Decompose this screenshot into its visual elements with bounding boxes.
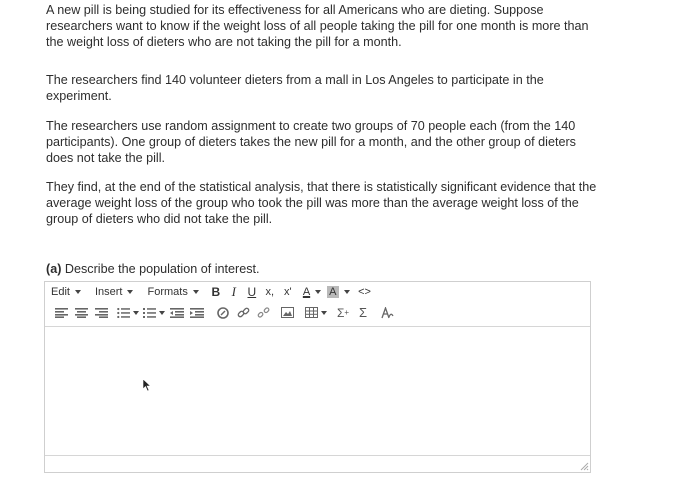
rich-text-editor [44,281,591,473]
indent-icon[interactable] [189,304,205,322]
question-a [46,262,260,276]
image-icon[interactable] [279,304,295,322]
italic-button[interactable]: I [231,283,236,299]
menu-edit-label: Edit [51,285,70,298]
chevron-down-icon [159,311,165,315]
sigma-icon[interactable]: Σ [358,305,368,320]
chevron-down-icon [133,311,139,315]
align-left-icon[interactable] [53,304,69,322]
paragraph-sample: The researchers find 140 volunteer dieters from a mall in Los Angeles to participate in the experiment. [46,73,544,103]
chevron-down-icon [193,290,199,294]
special-char-icon[interactable] [379,304,395,322]
chevron-down-icon [75,290,81,294]
editor-menubar [45,282,590,301]
menu-formats-label: Formats [147,285,188,298]
menu-edit[interactable] [45,282,85,301]
align-right-icon[interactable] [93,304,109,322]
question-label: (a) [46,262,62,276]
numbered-list-icon[interactable] [143,304,165,322]
background-color-icon: A [329,285,337,298]
menu-insert[interactable] [89,282,138,301]
unlink-icon[interactable] [255,304,271,322]
bold-button[interactable]: B [211,284,221,299]
align-center-icon[interactable] [73,304,89,322]
table-icon[interactable] [305,304,327,322]
text-color-button[interactable] [303,282,321,301]
text-color-icon: A [302,285,311,298]
background-color-button[interactable] [327,282,349,301]
chevron-down-icon [344,290,350,294]
chevron-down-icon [321,311,327,315]
chevron-down-icon [315,290,321,294]
question-text: Describe the population of interest. [64,262,260,276]
link-icon[interactable] [235,304,251,322]
editor-toolbar [45,302,590,323]
underline-button[interactable]: U [247,284,257,299]
outdent-icon[interactable] [169,304,185,322]
editor-statusbar [45,457,590,472]
menu-formats[interactable] [141,282,202,301]
paragraph-intro: A new pill is being studied for its effectiveness for all Americans who are dieting. Suppose researchers want to know if the weight loss of all people taking the pill for one month is more than the weight loss of dieters who are not taking the pill for a month. [46,3,589,49]
editor-content-area[interactable] [45,326,590,456]
attach-icon[interactable] [215,304,231,322]
chevron-down-icon [127,290,133,294]
bullet-list-icon[interactable] [117,304,139,322]
menu-insert-label: Insert [94,285,123,298]
sum-plus-icon[interactable]: Σ + [336,305,350,320]
resize-handle-icon[interactable] [580,462,589,471]
mouse-cursor-icon [142,378,152,392]
code-button[interactable]: <> [358,285,371,298]
paragraph-results: They find, at the end of the statistical analysis, that there is statistically significant evidence that the average weight loss of the group who took the pill was more than the average weight loss of the group of dieters who did not take the pill. [46,180,597,226]
subscript-button[interactable]: x, [265,285,275,298]
superscript-button[interactable]: x' [284,285,292,298]
paragraph-assignment: The researchers use random assignment to create two groups of 70 people each (from the 140 participants). One group of dieters takes the new pill for a month, and the other group of dieters does not take the pill. [46,119,576,165]
